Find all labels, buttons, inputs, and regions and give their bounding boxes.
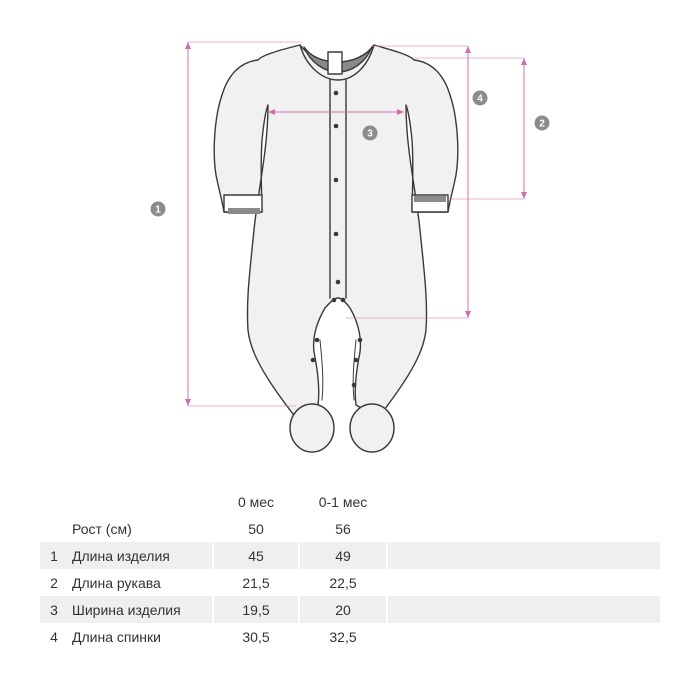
garment-outline: [214, 45, 458, 418]
height-value-1: 56: [335, 520, 351, 537]
marker-1: [151, 202, 166, 217]
table-row: [40, 542, 660, 569]
table-row: [40, 623, 660, 650]
column-header-0-1-months: 0-1 мес: [318, 493, 368, 510]
row-number: 1: [40, 542, 68, 569]
svg-text:3: 3: [367, 128, 373, 140]
table-row: [40, 596, 660, 623]
marker-4: [473, 91, 488, 106]
neck-label: [328, 52, 342, 74]
right-foot: [350, 404, 394, 452]
row-label: Ширина изделия: [68, 596, 213, 623]
row-value-0: 30,5: [242, 628, 270, 645]
left-foot: [290, 404, 334, 452]
row-value-0: 21,5: [242, 574, 270, 591]
sleepsuit-drawing: [214, 45, 458, 452]
height-value-0: 50: [248, 520, 264, 537]
row-number: 3: [40, 596, 68, 623]
marker-2: [535, 116, 550, 131]
row-value-0: 19,5: [213, 596, 299, 623]
svg-text:2: 2: [539, 118, 545, 130]
size-table: [40, 488, 660, 650]
table-row: [40, 569, 660, 596]
table-row-height: [40, 515, 660, 542]
row-label: Длина спинки: [72, 628, 161, 645]
right-cuff-lining: [414, 196, 446, 202]
row-value-1: 22,5: [329, 574, 357, 591]
leg-seam: [320, 340, 356, 400]
row-value-1: 49: [299, 542, 387, 569]
row-value-1: 32,5: [329, 628, 357, 645]
table-header-row: [40, 488, 660, 515]
svg-text:1: 1: [155, 204, 161, 216]
row-number: 2: [50, 574, 58, 591]
column-header-0-months: 0 мес: [237, 493, 275, 510]
marker-3: [363, 126, 378, 141]
svg-text:4: 4: [477, 93, 483, 105]
row-label-height: Рост (см): [72, 520, 132, 537]
row-label: Длина рукава: [72, 574, 161, 591]
row-number: 4: [50, 628, 58, 645]
row-label: Длина изделия: [68, 542, 213, 569]
row-value-0: 45: [213, 542, 299, 569]
row-value-1: 20: [299, 596, 387, 623]
left-cuff-lining: [228, 208, 260, 214]
